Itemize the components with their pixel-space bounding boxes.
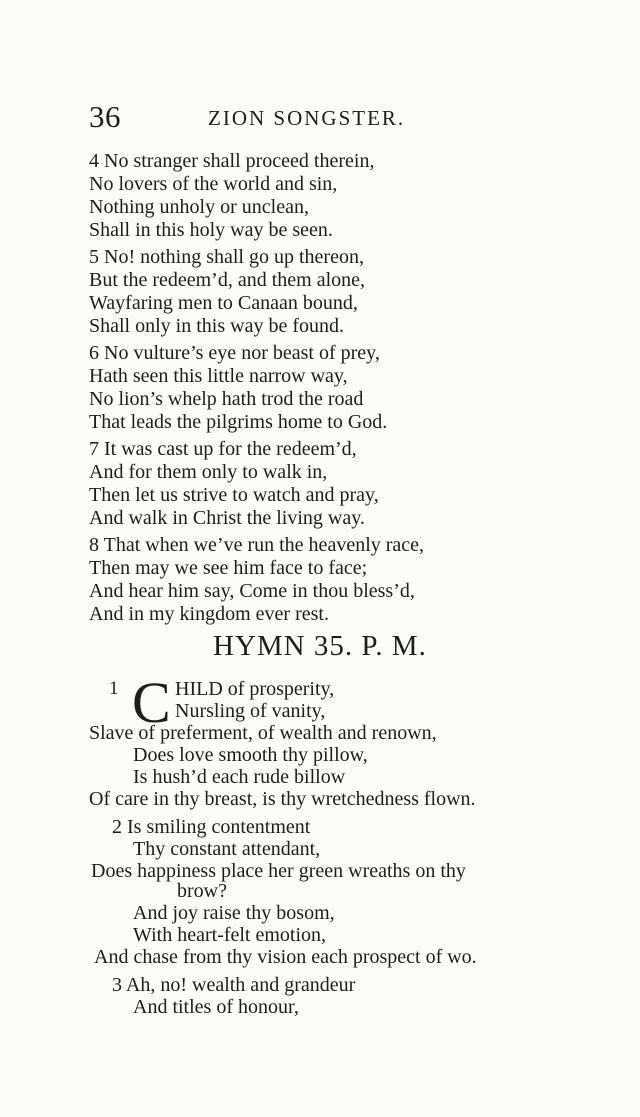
verse-line: With heart-felt emotion, (133, 924, 327, 946)
verse-number: 1 (109, 678, 119, 699)
verse-line: HILD of prosperity, (175, 678, 335, 700)
verse-line: Is hush’d each rude billow (133, 766, 346, 788)
verse-line: Nursling of vanity, (175, 700, 326, 722)
stanza-line: But the redeem’d, and them alone, (89, 269, 366, 291)
stanza-line: And for them only to walk in, (89, 461, 328, 483)
verse-line: Does love smooth thy pillow, (133, 744, 368, 766)
verse-line: 3 Ah, no! wealth and grandeur (112, 974, 356, 996)
verse-line: Of care in thy breast, is thy wretchedness flown. (89, 788, 476, 810)
stanza-line: Nothing unholy or unclean, (89, 196, 309, 218)
stanza-line: 8 That when we’ve run the heavenly race, (89, 534, 425, 556)
running-title: ZION SONGSTER. (208, 106, 406, 130)
stanza-line: Then may we see him face to face; (89, 557, 368, 579)
stanza-line: 4 No stranger shall proceed therein, (89, 150, 375, 172)
stanza-line: 5 No! nothing shall go up thereon, (89, 246, 364, 268)
stanza-line: 6 No vulture’s eye nor beast of prey, (89, 342, 380, 364)
stanza-line: 7 It was cast up for the redeem’d, (89, 438, 357, 460)
stanza-line: No lovers of the world and sin, (89, 173, 338, 195)
stanza-line: Wayfaring men to Canaan bound, (89, 292, 358, 314)
stanza-line: No lion’s whelp hath trod the road (89, 388, 364, 410)
hymn-heading: HYMN 35. P. M. (213, 630, 427, 662)
verse-line: And titles of honour, (133, 996, 299, 1018)
stanza-line: Then let us strive to watch and pray, (89, 484, 379, 506)
verse-line: And chase from thy vision each prospect of wo. (94, 946, 477, 968)
verse-line: 2 Is smiling contentment (112, 816, 311, 838)
stanza-line: That leads the pilgrims home to God. (89, 411, 388, 433)
stanza-line: Shall only in this way be found. (89, 315, 344, 337)
verse-line: Thy constant attendant, (133, 838, 321, 860)
verse-line: And joy raise thy bosom, (133, 902, 335, 924)
verse-line: Slave of preferment, of wealth and renown, (89, 722, 437, 744)
stanza-line: And hear him say, Come in thou bless’d, (89, 580, 415, 602)
stanza-line: And walk in Christ the living way. (89, 507, 365, 529)
page-number: 36 (89, 99, 121, 134)
drop-cap: C (132, 670, 171, 735)
stanza-line: Shall in this holy way be seen. (89, 219, 333, 241)
verse-line: Does happiness place her green wreaths on thy (91, 860, 466, 882)
stanza-line: And in my kingdom ever rest. (89, 603, 329, 625)
stanza-line: Hath seen this little narrow way, (89, 365, 348, 387)
verse-line: brow? (177, 880, 227, 902)
